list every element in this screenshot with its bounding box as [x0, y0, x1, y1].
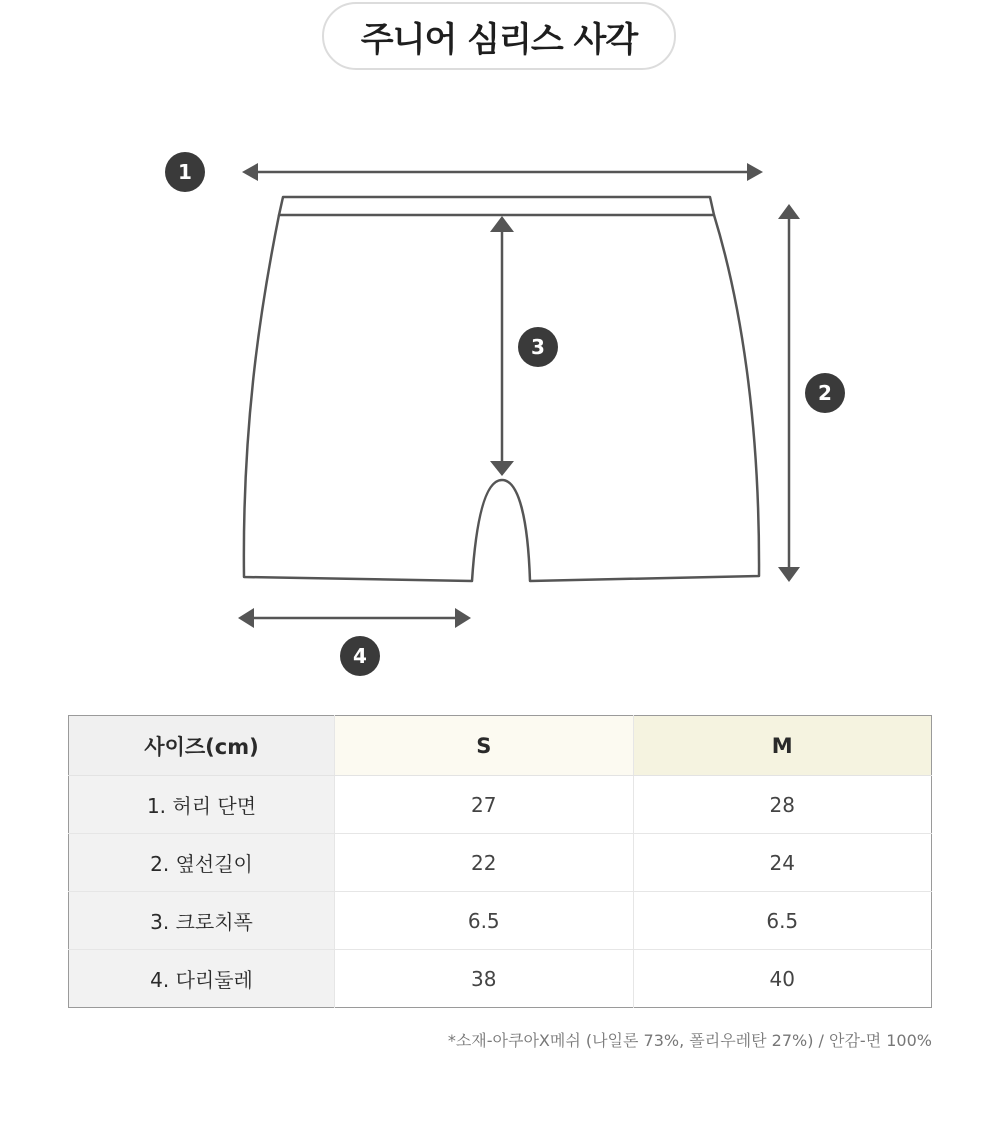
cell-m: 6.5: [633, 892, 932, 950]
page-title: 주니어 심리스 사각: [322, 2, 676, 70]
badge-3: [518, 327, 558, 367]
arrow-waist-width: [242, 163, 763, 181]
cell-m: 28: [633, 776, 932, 834]
row-label: 3. 크로치폭: [69, 892, 335, 950]
row-label: 4. 다리둘레: [69, 950, 335, 1008]
svg-text:1: 1: [178, 160, 192, 184]
row-label: 1. 허리 단면: [69, 776, 335, 834]
badge-2: [805, 373, 845, 413]
svg-text:3: 3: [531, 335, 545, 359]
cell-s: 38: [335, 950, 634, 1008]
cell-m: 24: [633, 834, 932, 892]
arrow-side-length: [778, 204, 800, 582]
table-header-row: [69, 716, 932, 776]
svg-text:2: 2: [818, 381, 832, 405]
table-row: [69, 950, 932, 1008]
header-size-label: 사이즈(cm): [69, 716, 335, 776]
arrow-leg-width: [238, 608, 471, 628]
table-row: [69, 776, 932, 834]
header-size-m: M: [633, 716, 932, 776]
header-size-s: S: [335, 716, 634, 776]
cell-m: 40: [633, 950, 932, 1008]
arrow-rise: [490, 216, 514, 476]
material-footnote: *소재-아쿠아X메쉬 (나일론 73%, 폴리우레탄 27%) / 안감-면 100%: [447, 1031, 932, 1050]
waistband: [279, 197, 714, 215]
table-row: [69, 892, 932, 950]
badge-1: [165, 152, 205, 192]
table-row: [69, 834, 932, 892]
cell-s: 22: [335, 834, 634, 892]
cell-s: 6.5: [335, 892, 634, 950]
badge-4: [340, 636, 380, 676]
svg-text:4: 4: [353, 644, 367, 668]
cell-s: 27: [335, 776, 634, 834]
size-table: [68, 715, 932, 1008]
row-label: 2. 옆선길이: [69, 834, 335, 892]
